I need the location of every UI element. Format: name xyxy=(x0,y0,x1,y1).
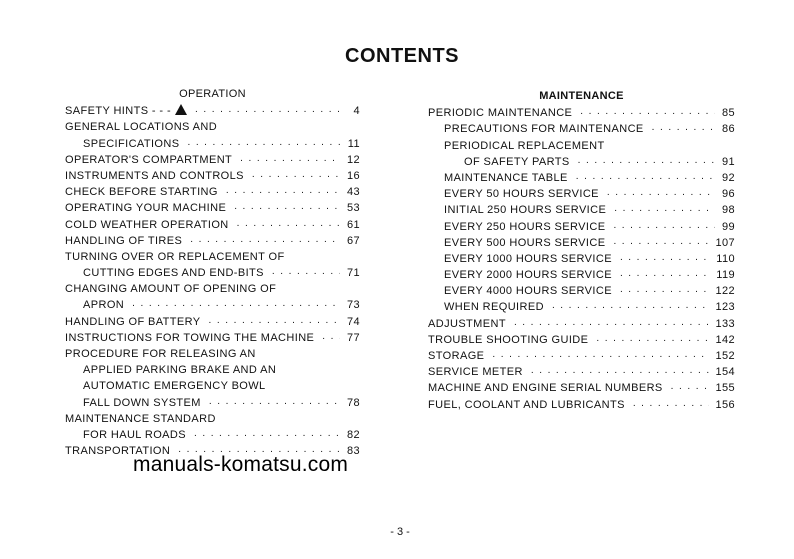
dot-leader xyxy=(652,122,715,134)
toc-entry xyxy=(428,298,735,314)
dot-leader xyxy=(237,218,340,230)
toc-entry xyxy=(428,282,735,298)
dot-leader xyxy=(234,201,340,213)
toc-entry-page: 53 xyxy=(346,202,360,215)
toc-entry xyxy=(65,280,360,296)
toc-entry xyxy=(65,410,360,426)
toc-entry-page: 4 xyxy=(353,105,360,118)
dot-leader xyxy=(209,315,340,327)
toc-entry xyxy=(428,347,735,363)
toc-entry xyxy=(65,248,360,264)
toc-entry xyxy=(65,102,360,118)
toc-entry-label: STORAGE xyxy=(428,350,485,362)
toc-entry-label: HANDLING OF BATTERY xyxy=(65,315,201,328)
toc-entry-page: 11 xyxy=(347,137,360,150)
toc-entry xyxy=(428,234,735,250)
toc-entry xyxy=(428,120,735,136)
toc-entry xyxy=(428,379,735,395)
toc-entry-label: CHANGING AMOUNT OF OPENING OF xyxy=(65,283,277,296)
dot-leader xyxy=(580,106,715,118)
toc-entry-label: INSTRUCTIONS FOR TOWING THE MACHINE xyxy=(65,331,315,344)
dot-leader xyxy=(620,284,709,296)
section-heading-operation: OPERATION xyxy=(179,88,246,100)
toc-entry xyxy=(65,296,360,312)
dot-leader xyxy=(576,171,715,183)
toc-entry xyxy=(428,395,735,411)
page-title: CONTENTS xyxy=(345,45,459,67)
toc-entry xyxy=(65,118,360,134)
toc-entry-page: 85 xyxy=(721,107,735,120)
toc-entry xyxy=(65,345,360,361)
toc-entry xyxy=(428,153,735,169)
warning-triangle-icon xyxy=(175,104,187,115)
toc-entry-label: TURNING OVER OR REPLACEMENT OF xyxy=(65,250,285,263)
toc-entry xyxy=(428,217,735,233)
toc-entry-page: 119 xyxy=(716,269,735,282)
toc-entry xyxy=(428,104,735,120)
toc-entry-label: MAINTENANCE STANDARD xyxy=(65,412,216,425)
toc-entry xyxy=(65,199,360,215)
toc-entry-label: PROCEDURE FOR RELEASING AN xyxy=(65,348,256,360)
toc-entry-label: PRECAUTIONS FOR MAINTENANCE xyxy=(444,123,644,136)
toc-entry-page: 99 xyxy=(721,220,735,233)
toc-entry-page: 74 xyxy=(346,315,360,328)
dot-leader xyxy=(596,333,709,345)
dot-leader xyxy=(194,428,340,440)
toc-entry-label: EVERY 500 HOURS SERVICE xyxy=(444,236,606,249)
toc-entry xyxy=(65,377,360,393)
dot-leader xyxy=(132,298,340,310)
toc-entry-label: EVERY 1000 HOURS SERVICE xyxy=(444,252,612,265)
toc-entry xyxy=(65,426,360,442)
toc-entry-page: 16 xyxy=(346,169,360,182)
toc-entry-label: OF SAFETY PARTS xyxy=(464,155,570,168)
toc-entry-page: 155 xyxy=(715,382,735,395)
dot-leader xyxy=(633,398,710,410)
toc-entry xyxy=(428,363,735,379)
toc-entry-label: SERVICE METER xyxy=(428,366,523,379)
dot-leader xyxy=(195,104,340,116)
toc-entry xyxy=(65,393,360,409)
toc-entry-label: APPLIED PARKING BRAKE AND AN xyxy=(83,364,277,377)
dot-leader xyxy=(252,169,340,181)
toc-entry-page: 92 xyxy=(721,171,735,184)
toc-entry-page: 156 xyxy=(715,398,735,411)
dot-leader xyxy=(578,155,715,167)
toc-entry-label: GENERAL LOCATIONS AND xyxy=(65,121,218,134)
toc-entry-page: 67 xyxy=(346,234,360,247)
dot-leader xyxy=(190,234,340,246)
toc-entry-label: COLD WEATHER OPERATION xyxy=(65,218,229,231)
toc-entry-label: MAINTENANCE TABLE xyxy=(444,171,568,184)
toc-entry-label: APRON xyxy=(83,299,125,312)
toc-entry-label: EVERY 250 HOURS SERVICE xyxy=(444,220,606,233)
toc-entry-label: MACHINE AND ENGINE SERIAL NUMBERS xyxy=(428,382,663,395)
toc-entry-page: 133 xyxy=(715,317,735,330)
operation-entries xyxy=(65,102,360,458)
toc-entry-label: CHECK BEFORE STARTING xyxy=(65,186,218,199)
toc-entry-label: CUTTING EDGES AND END-BITS xyxy=(83,267,264,280)
dot-leader xyxy=(187,137,340,149)
toc-entry-label: FOR HAUL ROADS xyxy=(83,428,186,441)
toc-entry-label: PERIODIC MAINTENANCE xyxy=(428,107,573,120)
toc-entry-page: 98 xyxy=(721,204,735,217)
toc-entry xyxy=(65,151,360,167)
toc-entry xyxy=(65,215,360,231)
toc-entry-label: INITIAL 250 HOURS SERVICE xyxy=(444,204,607,217)
toc-entry xyxy=(428,250,735,266)
toc-entry-label: EVERY 2000 HOURS SERVICE xyxy=(444,269,612,282)
toc-entry-page: 107 xyxy=(715,236,735,249)
toc-entry-page: 86 xyxy=(721,123,735,136)
dot-leader xyxy=(552,300,710,312)
dot-leader xyxy=(514,317,709,329)
toc-entry-page: 78 xyxy=(346,396,360,409)
toc-entry-label: OPERATING YOUR MACHINE xyxy=(65,202,227,215)
dot-leader xyxy=(620,252,710,264)
toc-entry-page: 73 xyxy=(346,299,360,312)
toc-entry-label: SPECIFICATIONS xyxy=(83,137,180,150)
dot-leader xyxy=(620,268,710,280)
dot-leader xyxy=(607,187,715,199)
toc-entry xyxy=(65,361,360,377)
toc-entry-page: 12 xyxy=(346,153,360,166)
toc-entry-label: FUEL, COOLANT AND LUBRICANTS xyxy=(428,398,625,411)
toc-entry-label: INSTRUMENTS AND CONTROLS xyxy=(65,169,244,182)
toc-entry xyxy=(428,201,735,217)
dot-leader xyxy=(613,220,715,232)
toc-entry-page: 82 xyxy=(346,428,360,441)
toc-entry xyxy=(65,329,360,345)
toc-entry-label: EVERY 50 HOURS SERVICE xyxy=(444,188,599,201)
dot-leader xyxy=(613,236,709,248)
toc-entry-label: ADJUSTMENT xyxy=(428,317,506,330)
toc-entry-label: TROUBLE SHOOTING GUIDE xyxy=(428,333,589,346)
toc-entry xyxy=(428,314,735,330)
watermark: manuals-komatsu.com xyxy=(133,453,349,476)
page-number: - 3 - xyxy=(390,526,410,538)
toc-entry xyxy=(65,167,360,183)
dot-leader xyxy=(272,266,340,278)
dot-leader xyxy=(614,203,715,215)
toc-entry-label: SAFETY HINTS - - - xyxy=(65,105,172,118)
toc-entry-label: TRANSPORTATION xyxy=(65,445,171,458)
toc-entry-label: FALL DOWN SYSTEM xyxy=(83,396,201,409)
toc-entry-page: 96 xyxy=(721,188,735,201)
toc-entry xyxy=(428,331,735,347)
maintenance-entries xyxy=(428,104,735,412)
dot-leader xyxy=(671,381,710,393)
toc-entry xyxy=(428,136,735,152)
toc-entry-page: 123 xyxy=(715,301,735,314)
toc-entry-label: EVERY 4000 HOURS SERVICE xyxy=(444,285,612,298)
dot-leader xyxy=(209,396,340,408)
toc-entry xyxy=(428,185,735,201)
toc-entry-label: HANDLING OF TIRES xyxy=(65,234,183,247)
section-heading-maintenance: MAINTENANCE xyxy=(539,90,624,102)
maintenance-contents xyxy=(428,88,735,412)
dot-leader xyxy=(226,185,340,197)
dot-leader xyxy=(492,349,709,361)
toc-entry-page: 77 xyxy=(346,331,360,344)
dot-leader xyxy=(322,331,340,343)
dot-leader xyxy=(240,153,340,165)
toc-entry xyxy=(65,134,360,150)
toc-entry-page: 142 xyxy=(715,333,735,346)
toc-entry-page: 61 xyxy=(346,218,360,231)
toc-entry xyxy=(65,232,360,248)
toc-entry-page: 154 xyxy=(715,366,735,379)
toc-entry-page: 91 xyxy=(721,155,735,168)
toc-entry xyxy=(65,264,360,280)
toc-entry-label: OPERATOR'S COMPARTMENT xyxy=(65,153,233,166)
toc-entry-page: 43 xyxy=(346,186,360,199)
operation-contents xyxy=(65,86,360,458)
toc-entry-label: PERIODICAL REPLACEMENT xyxy=(444,139,605,152)
toc-entry-label: WHEN REQUIRED xyxy=(444,301,544,314)
toc-entry-page: 83 xyxy=(346,445,360,458)
toc-entry xyxy=(65,312,360,328)
toc-entry-label: AUTOMATIC EMERGENCY BOWL xyxy=(83,380,266,393)
toc-entry-page: 71 xyxy=(346,267,360,280)
toc-entry xyxy=(65,183,360,199)
toc-entry xyxy=(428,169,735,185)
toc-entry-page: 110 xyxy=(716,252,735,265)
toc-entry-page: 122 xyxy=(715,285,735,298)
toc-entry-page: 152 xyxy=(715,350,735,362)
dot-leader xyxy=(531,365,710,377)
toc-entry xyxy=(428,266,735,282)
